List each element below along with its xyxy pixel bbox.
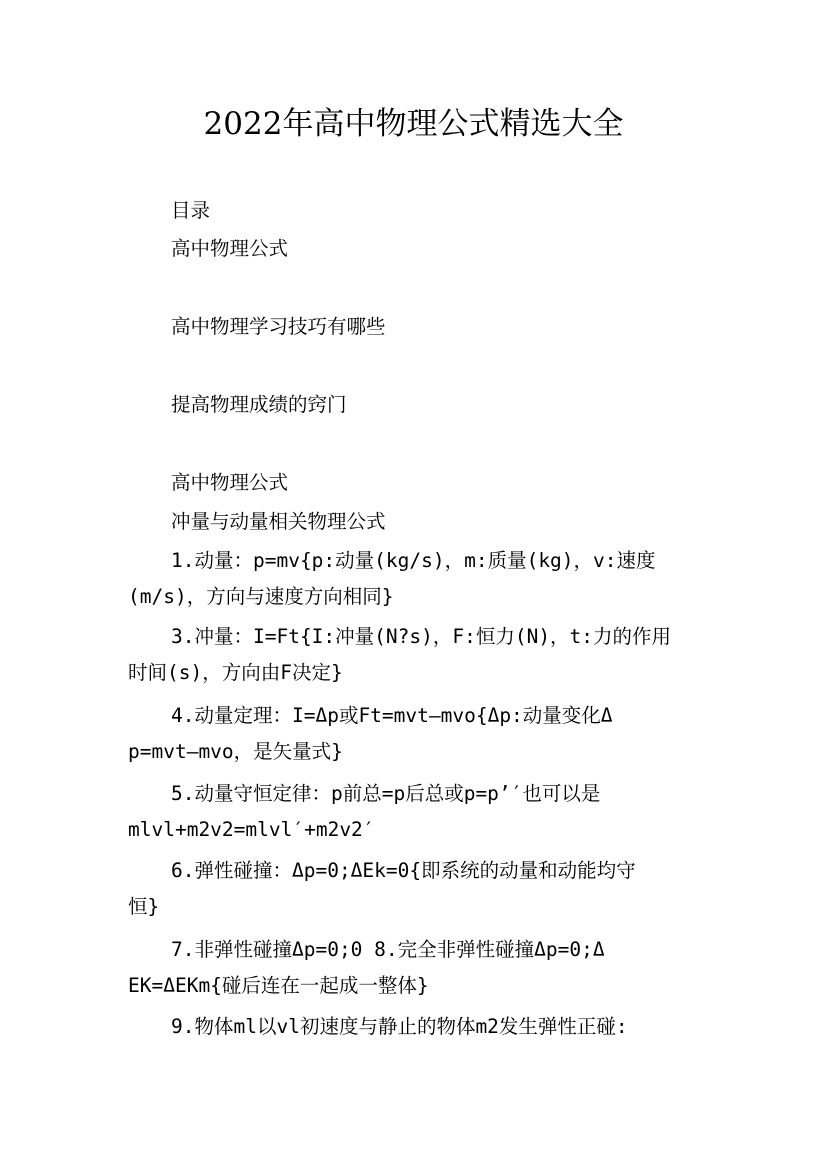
formula-paragraph-4	[128, 776, 708, 848]
paragraph-line: 1.动量：p=mv{p:动量(kg/s)，m:质量(kg)，v:速度	[171, 549, 656, 572]
formula-paragraph-1	[128, 543, 708, 615]
paragraph-line: mlvl+m2v2=mlvl′+m2v2′	[128, 818, 375, 841]
paragraph-line: 恒}	[128, 895, 160, 918]
formula-paragraph-6	[128, 932, 708, 1004]
toc-heading: 目录	[171, 199, 211, 222]
subsection-heading: 冲量与动量相关物理公式	[171, 510, 386, 533]
toc-item-1: 高中物理公式	[171, 237, 289, 260]
paragraph-line: 7.非弹性碰撞Δp=0;0 8.完全非弹性碰撞Δp=0;Δ	[171, 938, 605, 961]
paragraph-line: p=mvt–mvo，是矢量式}	[128, 740, 343, 763]
section-heading: 高中物理公式	[171, 471, 289, 494]
paragraph-line: 9.物体ml以vl初速度与静止的物体m2发生弹性正碰:	[171, 1015, 628, 1038]
toc-item-3: 提高物理成绩的窍门	[171, 393, 347, 416]
paragraph-line: 5.动量守恒定律：p前总=p后总或p=p’′也可以是	[171, 782, 601, 805]
toc-item-2: 高中物理学习技巧有哪些	[171, 315, 386, 338]
paragraph-line: 4.动量定理：I=Δp或Ft=mvt–mvo{Δp:动量变化Δ	[171, 704, 613, 727]
formula-paragraph-5	[128, 853, 708, 925]
paragraph-line: 6.弹性碰撞：Δp=0;ΔEk=0{即系统的动量和动能均守	[171, 859, 636, 882]
formula-paragraph-2	[128, 619, 708, 691]
paragraph-line: (m/s)，方向与速度方向相同}	[128, 585, 394, 608]
paragraph-line: 3.冲量：I=Ft{I:冲量(N?s)，F:恒力(N)，t:力的作用	[171, 625, 672, 648]
paragraph-line: 时间(s)，方向由F决定}	[128, 661, 343, 684]
document-title: 2022年高中物理公式精选大全	[203, 106, 624, 142]
formula-paragraph-7	[128, 1009, 708, 1045]
paragraph-line: EK=ΔEKm{碰后连在一起成一整体}	[128, 974, 429, 997]
formula-paragraph-3	[128, 698, 708, 770]
